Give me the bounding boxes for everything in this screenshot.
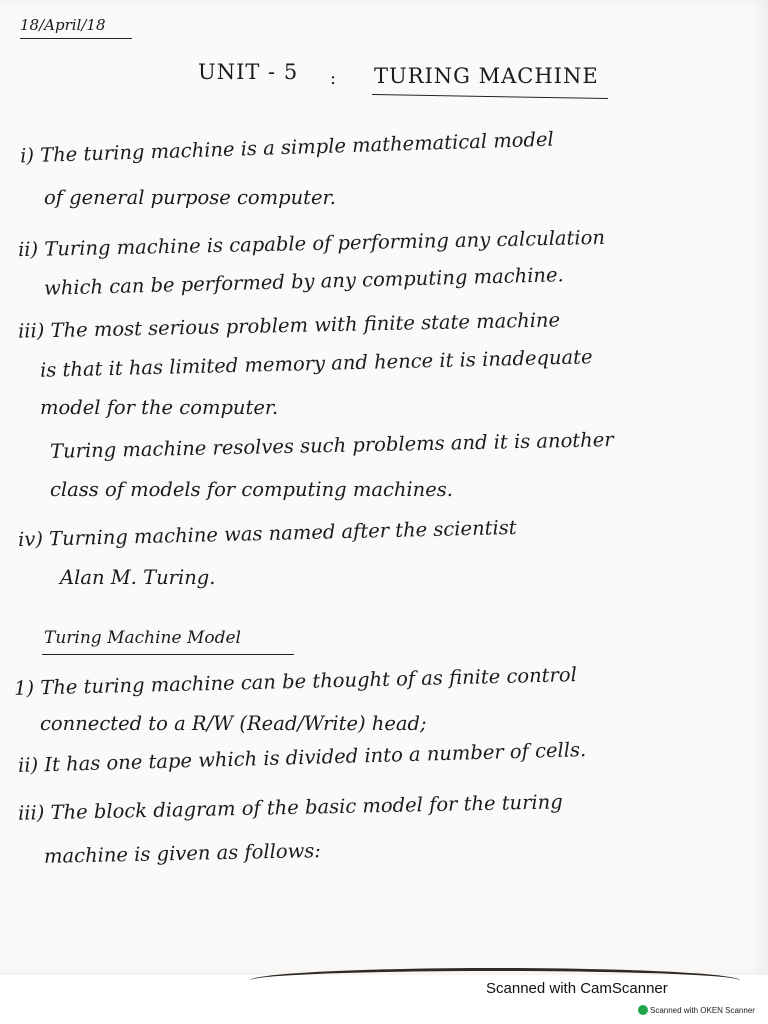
camscanner-watermark: Scanned with CamScanner	[486, 980, 668, 997]
text-line: class of models for computing machines.	[50, 478, 453, 501]
heading-separator: :	[330, 68, 337, 89]
text-line: of general purpose computer.	[44, 186, 336, 209]
oken-watermark: Scanned with OKEN Scanner	[650, 1006, 755, 1015]
text-line: model for the computer.	[40, 396, 279, 419]
text-line: iii) The block diagram of the basic model for the turing	[17, 790, 563, 825]
oken-logo-icon	[638, 1005, 648, 1015]
text-line: i) The turing machine is a simple mathematical model	[19, 127, 555, 168]
text-line: iv) Turning machine was named after the scientist	[17, 515, 517, 552]
section-heading: Turing Machine Model	[44, 628, 241, 648]
title-underline	[372, 94, 608, 99]
text-line: ii) Turing machine is capable of performing any calculation	[17, 225, 606, 262]
unit-heading: UNIT - 5	[198, 60, 299, 84]
page-title: TURING MACHINE	[374, 64, 599, 88]
section-underline	[42, 654, 294, 655]
text-line: Alan M. Turing.	[60, 566, 216, 589]
text-line: Turing machine resolves such problems and it is another	[49, 428, 614, 463]
text-line: 1) The turing machine can be thought of as finite control	[13, 663, 578, 700]
date-underline	[20, 38, 132, 39]
text-line: connected to a R/W (Read/Write) head;	[40, 712, 427, 735]
text-line: machine is given as follows:	[43, 839, 322, 868]
text-line: iii) The most serious problem with finite state machine	[17, 308, 561, 343]
text-line: is that it has limited memory and hence it is inadequate	[39, 345, 593, 382]
date-note: 18/April/18	[20, 16, 106, 34]
text-line: which can be performed by any computing machine.	[43, 263, 564, 300]
text-line: ii) It has one tape which is divided into a number of cells.	[17, 738, 587, 777]
